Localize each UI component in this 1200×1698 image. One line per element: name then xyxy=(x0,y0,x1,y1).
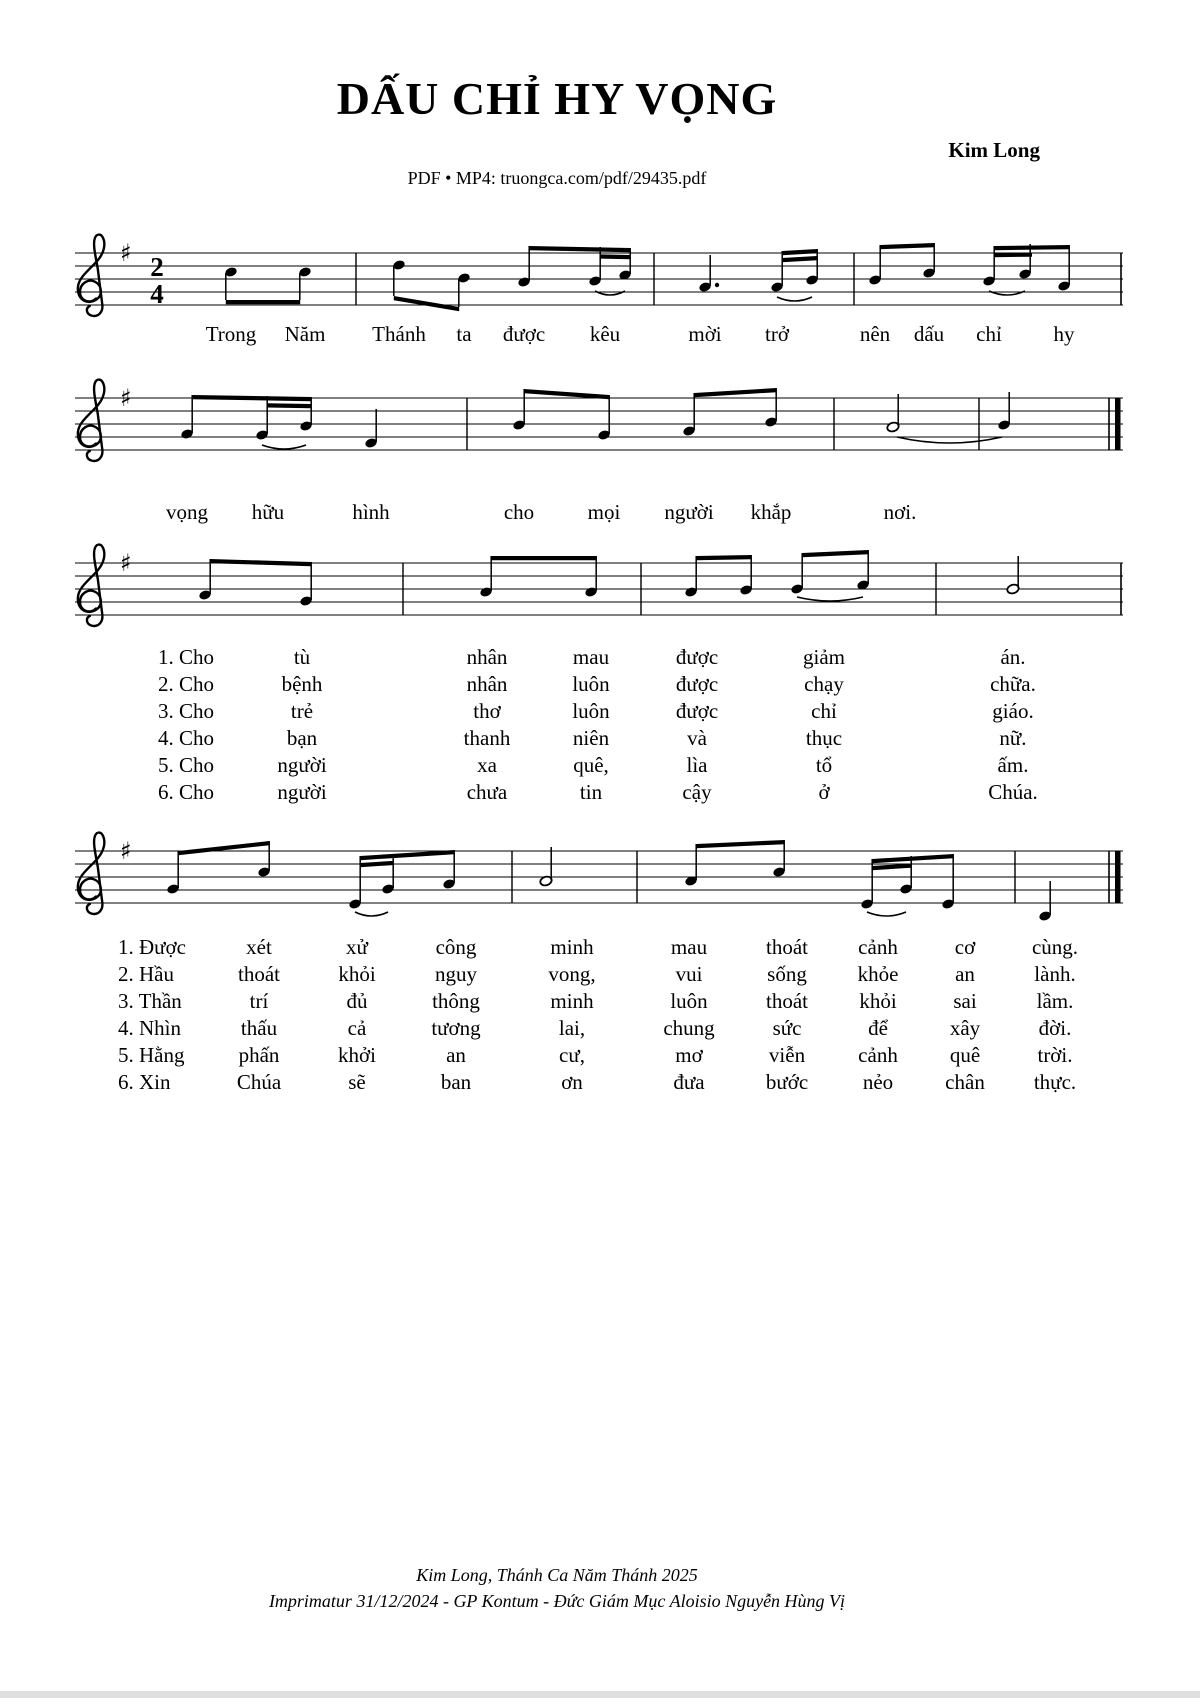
verse-word: lai, xyxy=(558,1016,586,1040)
verse-word: lầm. xyxy=(1036,989,1074,1013)
verse-word: khởi xyxy=(338,1043,376,1067)
note xyxy=(180,395,194,440)
note xyxy=(584,556,598,598)
verse-word: tù xyxy=(293,645,311,669)
verse-word: đủ xyxy=(346,989,368,1013)
note xyxy=(899,856,913,895)
verse-word: thực. xyxy=(1033,1070,1077,1094)
note xyxy=(392,259,406,296)
verse-word: chân xyxy=(945,1070,985,1094)
verse-word: chưa xyxy=(466,780,508,804)
verse-number-and-first-word: 1. Được xyxy=(118,935,186,959)
staff-3 xyxy=(65,523,1145,653)
footer-source-line: Kim Long, Thánh Ca Năm Thánh 2025 xyxy=(416,1565,698,1585)
verse-number-and-first-word: 3. Thần xyxy=(118,989,182,1013)
verse-word: nẻo xyxy=(862,1070,894,1094)
lyric-word: Trong xyxy=(205,322,257,346)
verse-word: sức xyxy=(772,1016,802,1040)
note xyxy=(299,397,313,432)
staff-4 xyxy=(65,811,1145,941)
verse-word: xử xyxy=(346,935,368,959)
lyric-word: người xyxy=(664,500,714,524)
note xyxy=(941,854,955,910)
note xyxy=(698,255,719,293)
note xyxy=(684,556,698,598)
note xyxy=(364,409,378,449)
lyric-word: vọng xyxy=(166,500,208,524)
verse-word: và xyxy=(687,726,707,750)
lyric-word: khắp xyxy=(750,500,792,524)
note xyxy=(512,389,526,431)
slur xyxy=(897,437,1002,443)
key-signature-sharp: ♯ xyxy=(120,239,132,267)
verse-word: giáo. xyxy=(992,699,1034,723)
verse-number-and-first-word: 4. Cho xyxy=(158,726,215,750)
verse-word: viễn xyxy=(768,1043,806,1067)
verse-row xyxy=(0,699,1200,726)
verse-row xyxy=(0,935,1200,962)
verse-word: cư, xyxy=(559,1043,585,1067)
lyric-line-1 xyxy=(0,322,1200,348)
verse-word: nguy xyxy=(435,962,477,986)
verse-word: công xyxy=(435,935,477,959)
slur xyxy=(797,597,863,601)
note xyxy=(479,556,493,598)
lyric-word: Năm xyxy=(284,322,326,346)
verse-number-and-first-word: 6. Cho xyxy=(158,780,215,804)
verse-row xyxy=(0,645,1200,672)
verse-word: sẽ xyxy=(348,1070,366,1094)
treble-clef-icon xyxy=(78,235,105,316)
note xyxy=(856,550,870,591)
verse-number-and-first-word: 2. Hầu xyxy=(118,962,174,986)
verse-word: để xyxy=(868,1016,888,1040)
lyric-word: ta xyxy=(456,322,472,346)
verse-word: minh xyxy=(550,935,594,959)
footer xyxy=(0,1562,1114,1614)
verse-word: được xyxy=(675,645,719,669)
verse-word: luôn xyxy=(670,989,708,1013)
verse-word: niên xyxy=(572,726,610,750)
verse-word: luôn xyxy=(572,672,610,696)
page-title: DẤU CHỈ HY VỌNG xyxy=(336,73,778,124)
key-signature-sharp: ♯ xyxy=(120,837,132,865)
verse-word: sai xyxy=(953,989,977,1013)
slur xyxy=(777,297,812,301)
lyric-word: được xyxy=(502,322,546,346)
verse-word: Chúa. xyxy=(988,780,1038,804)
verse-word: chỉ xyxy=(811,699,837,723)
verse-word: ban xyxy=(440,1070,472,1094)
note xyxy=(381,854,395,895)
verse-number-and-first-word: 5. Hằng xyxy=(118,1043,185,1067)
verse-word: khỏe xyxy=(857,962,899,986)
verse-word: bạn xyxy=(286,726,318,750)
verse-row xyxy=(0,1070,1200,1097)
treble-clef-icon xyxy=(78,545,105,626)
verse-word: mau xyxy=(670,935,708,959)
lyric-word: kêu xyxy=(589,322,621,346)
verse-word: bệnh xyxy=(281,672,323,696)
note xyxy=(299,562,313,607)
verse-word: vui xyxy=(675,962,703,986)
note xyxy=(1038,881,1052,922)
verse-row xyxy=(0,989,1200,1016)
verse-block-2 xyxy=(0,935,1200,1097)
verse-word: sống xyxy=(767,962,807,986)
note xyxy=(868,245,882,286)
note xyxy=(457,272,471,307)
verse-number-and-first-word: 4. Nhìn xyxy=(118,1016,181,1040)
lyric-word: hy xyxy=(1053,322,1075,346)
note xyxy=(764,388,778,428)
verse-word: quê, xyxy=(573,753,609,777)
verse-word: cậy xyxy=(682,780,712,804)
slur xyxy=(867,912,906,916)
slur xyxy=(355,912,388,916)
note xyxy=(805,249,819,286)
verse-word: người xyxy=(277,780,327,804)
note xyxy=(257,841,271,878)
verse-word: bước xyxy=(765,1070,809,1094)
verse-word: xét xyxy=(246,935,272,959)
verse-word: được xyxy=(675,672,719,696)
verse-word: tương xyxy=(431,1016,481,1040)
note xyxy=(922,243,936,279)
verse-word: thông xyxy=(432,989,480,1013)
verse-word: trí xyxy=(249,989,269,1013)
verse-row xyxy=(0,753,1200,780)
note xyxy=(298,266,312,300)
verse-word: thục xyxy=(805,726,843,750)
verse-word: ấm. xyxy=(997,753,1029,777)
note xyxy=(860,859,874,910)
note xyxy=(198,559,212,601)
note xyxy=(886,394,900,433)
verse-word: nhân xyxy=(466,645,508,669)
verse-number-and-first-word: 5. Cho xyxy=(158,753,215,777)
slur xyxy=(262,445,306,449)
verse-word: an xyxy=(446,1043,466,1067)
note xyxy=(739,555,753,596)
time-signature: 2 xyxy=(150,252,164,282)
verse-word: giảm xyxy=(803,645,845,669)
verse-word: thoát xyxy=(766,989,808,1013)
verse-word: thấu xyxy=(240,1016,278,1040)
verse-word: mau xyxy=(572,645,610,669)
verse-word: nhân xyxy=(466,672,508,696)
lyric-word: mọi xyxy=(587,500,621,524)
note xyxy=(442,850,456,890)
verse-row xyxy=(0,672,1200,699)
verse-number-and-first-word: 3. Cho xyxy=(158,699,215,723)
verse-word: cơ xyxy=(954,935,976,959)
verse-word: khỏi xyxy=(859,989,897,1013)
verse-word: lìa xyxy=(686,753,708,777)
verse-word: thanh xyxy=(463,726,511,750)
lyric-word: chỉ xyxy=(976,322,1002,346)
lyric-word: hình xyxy=(352,500,390,524)
note xyxy=(539,847,553,887)
verse-word: ơn xyxy=(561,1070,583,1094)
footer-imprimatur-line: Imprimatur 31/12/2024 - GP Kontum - Đức Giám Mục Aloisio Nguyễn Hùng Vị xyxy=(268,1591,846,1611)
verse-word: nữ. xyxy=(999,726,1027,750)
verse-row xyxy=(0,780,1200,807)
verse-word: án. xyxy=(1000,645,1026,669)
verse-word: cảnh xyxy=(858,935,898,959)
lyric-word: nơi. xyxy=(883,500,917,524)
verse-word: khỏi xyxy=(338,962,376,986)
verse-word: minh xyxy=(550,989,594,1013)
note xyxy=(1057,245,1071,292)
note xyxy=(224,266,238,300)
verse-word: xây xyxy=(949,1016,981,1040)
verse-row xyxy=(0,962,1200,989)
verse-word: thơ xyxy=(473,699,501,723)
lyric-line-2 xyxy=(0,500,1200,526)
verse-word: cảnh xyxy=(858,1043,898,1067)
verse-word: luôn xyxy=(572,699,610,723)
note xyxy=(684,844,698,887)
verse-word: tổ xyxy=(815,753,833,777)
verse-word: xa xyxy=(477,753,497,777)
note xyxy=(770,251,784,293)
key-signature-sharp: ♯ xyxy=(120,384,132,412)
note xyxy=(1006,556,1020,595)
note xyxy=(682,393,696,437)
verse-word: ở xyxy=(818,780,830,804)
verse-word: trẻ xyxy=(290,699,314,723)
verse-row xyxy=(0,1016,1200,1043)
lyric-word: hữu xyxy=(251,500,285,524)
note xyxy=(517,246,531,288)
verse-word: phấn xyxy=(238,1043,280,1067)
note xyxy=(772,840,786,878)
note xyxy=(597,395,611,441)
verse-word: đưa xyxy=(673,1070,705,1094)
lyric-word: Thánh xyxy=(372,322,426,346)
verse-word: quê xyxy=(949,1043,981,1067)
note xyxy=(790,553,804,595)
verse-word: an xyxy=(955,962,975,986)
treble-clef-icon xyxy=(78,380,105,461)
lyric-word: trở xyxy=(765,322,789,346)
verse-number-and-first-word: 2. Cho xyxy=(158,672,215,696)
verse-word: lành. xyxy=(1034,962,1076,986)
verse-word: được xyxy=(675,699,719,723)
lyric-word: cho xyxy=(503,500,535,524)
verse-word: Chúa xyxy=(236,1070,282,1094)
lyric-word: dấu xyxy=(913,322,945,346)
time-signature: 4 xyxy=(150,279,164,309)
note xyxy=(255,396,269,441)
verse-word: chung xyxy=(663,1016,715,1040)
verse-word: thoát xyxy=(766,935,808,959)
lyric-word: nên xyxy=(859,322,891,346)
page-bottom-edge xyxy=(0,1691,1200,1698)
note xyxy=(166,851,180,895)
verse-word: chữa. xyxy=(990,672,1036,696)
verse-word: tin xyxy=(579,780,603,804)
verse-word: chạy xyxy=(804,672,844,696)
composer-name: Kim Long xyxy=(948,138,1040,162)
verse-number-and-first-word: 1. Cho xyxy=(158,645,215,669)
verse-number-and-first-word: 6. Xin xyxy=(118,1070,171,1094)
verse-word: cùng. xyxy=(1031,935,1079,959)
verse-word: vong, xyxy=(548,962,596,986)
verse-block-1 xyxy=(0,645,1200,807)
verse-word: người xyxy=(277,753,327,777)
verse-word: đời. xyxy=(1038,1016,1072,1040)
verse-word: cả xyxy=(347,1016,367,1040)
verse-row xyxy=(0,1043,1200,1070)
verse-word: trời. xyxy=(1037,1043,1073,1067)
verse-row xyxy=(0,726,1200,753)
verse-word: thoát xyxy=(238,962,280,986)
treble-clef-icon xyxy=(78,833,105,914)
lyric-word: mời xyxy=(688,322,722,346)
key-signature-sharp: ♯ xyxy=(120,549,132,577)
verse-word: mơ xyxy=(675,1043,703,1067)
staff-2 xyxy=(65,358,1145,488)
pdf-mp4-link-text: PDF • MP4: truongca.com/pdf/29435.pdf xyxy=(407,168,707,188)
